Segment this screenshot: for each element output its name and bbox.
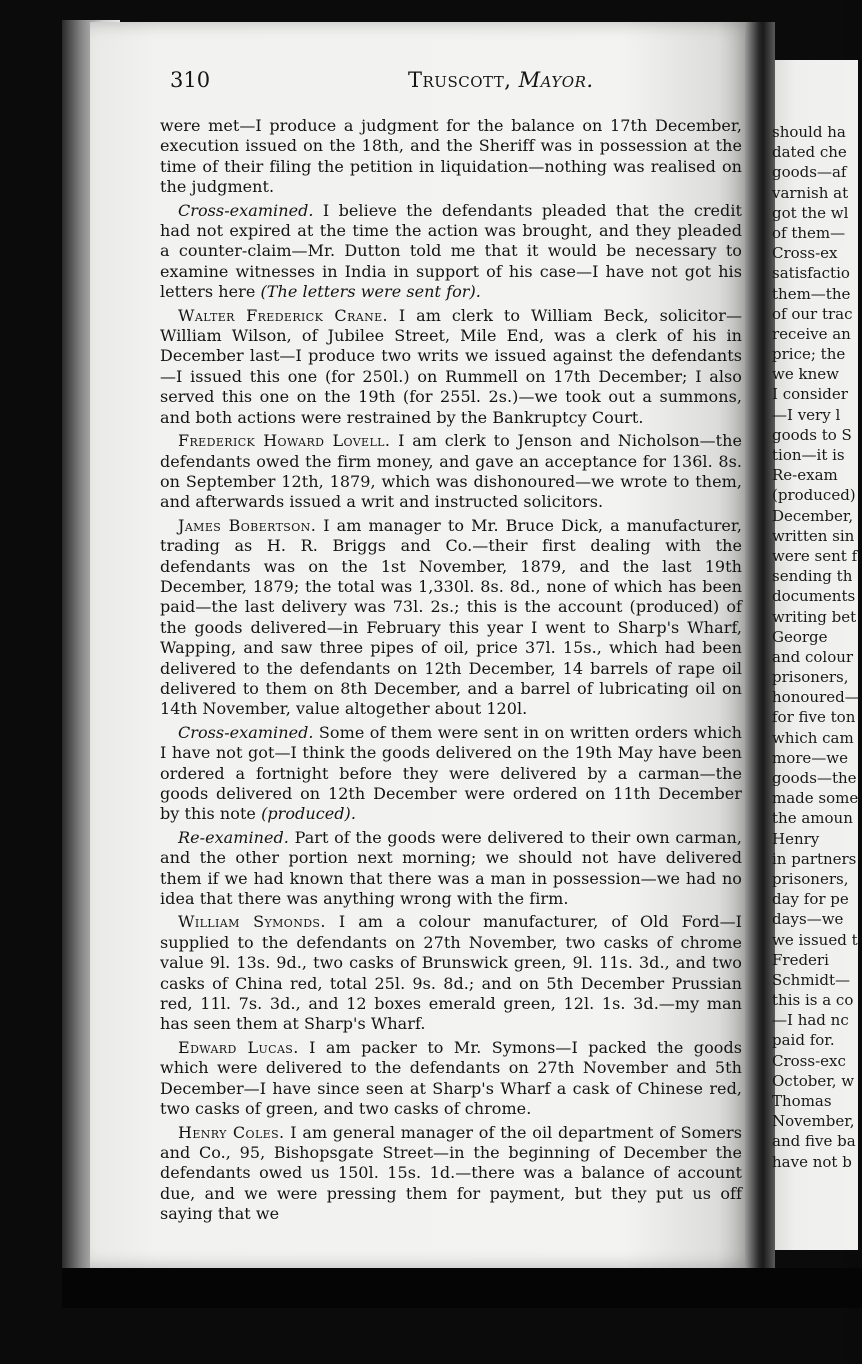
- paragraph: [160, 1038, 742, 1120]
- paragraph-text: I am manager to Mr. Bruce Dick, a manufacturer, trading as H. R. Briggs and Co.—their first dealing with the defendants was on the 1st November, 1879, and the last 19th December, 1879; the total was 1,330l. 8s. 8d., none of which has been paid—the last delivery was 73l. 2s.; this is the account (produced) of the goods delivered—in February this year I went to Sharp's Wharf, Wapping, and saw three pipes of oil, price 37l. 15s., which had been delivered to the defendants on 12th December, 14 barrels of rape oil delivered to them on 8th December, and a barrel of lubricating oil on 14th November, value altogether about 120l.: [160, 515, 742, 719]
- facing-page-line: George: [772, 627, 828, 646]
- speaker-name: Frederick Howard Lovell.: [178, 431, 391, 451]
- facing-page-line: price; the: [772, 345, 846, 364]
- parenthetical-note: (The letters were sent for).: [260, 282, 481, 302]
- facing-page-line: receive an: [772, 324, 851, 343]
- facing-page-line: should ha: [772, 123, 846, 141]
- facing-page-line: varnish at: [772, 183, 849, 202]
- paragraph-text: Part of the goods were delivered to their own carman, and the other portion next morning; we should not have delivered them if we had known that there was a man in possession—we had no idea that there was anything wrong with the firm.: [160, 827, 742, 909]
- paragraph-text: I am clerk to Jenson and Nicholson—the defendants owed the firm money, and gave an acceptance for 136l. 8s. on September 12th, 1879, which was dishonoured—we wrote to them, and afterwards issued a writ and instructed solicitors.: [160, 431, 742, 512]
- facing-page-text: [772, 122, 860, 1172]
- facing-page-line: have not b: [772, 1152, 852, 1171]
- facing-page-line: December,: [772, 506, 854, 525]
- paragraph-text: I am general manager of the oil department of Somers and Co., 95, Bishopsgate Street—in the beginning of December the defendants owed us 150l. 15s. 1d.—there was a balance of account due, and we were pressing them for payment, but they put us off saying that we: [160, 1122, 743, 1224]
- paragraph-text: Some of them were sent in on written orders which I have not got—I think the goods delivered on the 19th May have been ordered a fortnight before they were delivered by a carman—the goods delivered on 12th December were ordered on 11th December by this note: [160, 722, 742, 824]
- paragraph-text: were met—I produce a judgment for the balance on 17th December, execution issued on the 18th, and the Sheriff was in possession at the time of their filing the petition in liquidation—nothing was realised on the judgment.: [160, 116, 742, 197]
- facing-page-line: Frederi: [772, 950, 829, 969]
- facing-page-line: dated che: [772, 143, 847, 162]
- speaker-name: Edward Lucas.: [178, 1037, 299, 1057]
- facing-page-line: —I had nc: [772, 1011, 849, 1030]
- facing-page-line: tion—it is: [772, 446, 845, 464]
- facing-page-line: I consider: [772, 385, 848, 404]
- facing-page-line: writing bet: [772, 607, 857, 626]
- facing-page-line: which cam: [772, 728, 854, 747]
- paragraph: [160, 828, 742, 910]
- facing-page-line: —I very l: [772, 405, 841, 424]
- page-header: [170, 68, 745, 100]
- parenthetical-note: (produced).: [261, 804, 356, 824]
- paragraph-text: I am clerk to William Beck, solicitor—William Wilson, of Jubilee Street, Mile End, was a clerk of his in December last—I produce two writs we issued against the defendants—I issued this one (for 250l.) on Rummell on 17th December; I also served this one on the 19th (for 255l. 2s.)—we took out a summons, and both actions were restrained by the Bankruptcy Court.: [160, 305, 742, 427]
- facing-page-line: sending th: [772, 567, 853, 586]
- page-number: 310: [170, 68, 211, 92]
- paragraph: [160, 1123, 742, 1225]
- facing-page-line: for five ton: [772, 708, 856, 727]
- examination-label: Re-examined.: [178, 827, 289, 847]
- paragraph-text: I am a colour manufacturer, of Old Ford—I supplied to the defendants on 27th November, two casks of chrome value 9l. 13s. 9d., two casks of Brunswick green, 9l. 11s. 3d., and two casks of China red, total 25l. 9s. 8d.; and on 5th December Prussian red, 11l. 7s. 3d., and 12 boxes emerald green, 12l. 1s. 3d.—my man has seen them at Sharp's Wharf.: [160, 912, 742, 1034]
- facing-page-line: in partners: [772, 849, 857, 868]
- facing-page-line: documents: [772, 587, 856, 606]
- facing-page-line: more—we: [772, 748, 849, 767]
- body-text: [160, 116, 742, 1228]
- examination-label: Cross-examined.: [178, 722, 314, 742]
- paragraph: [160, 431, 742, 513]
- facing-page-line: made some: [772, 789, 859, 808]
- facing-page-line: Cross-exc: [772, 1051, 846, 1070]
- speaker-name: James Bobertson.: [178, 515, 317, 535]
- facing-page-line: written sin: [772, 526, 855, 545]
- facing-page-line: of them—: [772, 223, 846, 242]
- facing-page-line: goods to S: [772, 425, 852, 444]
- facing-page-line: Schmidt—: [772, 970, 850, 989]
- facing-page-line: Cross-ex: [772, 244, 838, 263]
- facing-page-line: this is a co: [772, 991, 854, 1010]
- facing-page-line: we knew: [772, 365, 839, 384]
- facing-page-line: (produced): [772, 486, 856, 505]
- facing-page-line: day for pe: [772, 890, 849, 909]
- facing-page-line: we issued t: [772, 930, 858, 949]
- facing-page-line: goods—the: [772, 769, 857, 787]
- facing-page-line: paid for.: [772, 1031, 835, 1050]
- facing-page-line: satisfactio: [772, 264, 850, 283]
- facing-page-line: October, w: [772, 1071, 855, 1090]
- facing-page-line: days—we: [772, 910, 844, 929]
- paragraph: [160, 516, 742, 720]
- facing-page-line: and five ba: [772, 1132, 856, 1151]
- paragraph: [160, 723, 742, 825]
- paragraph-text: I am packer to Mr. Symons—I packed the goods which were delivered to the defendants on 27th November and 5th December—I have since seen at Sharp's Wharf a cask of Chinese red, two casks of green, and two casks of chrome.: [160, 1037, 743, 1119]
- paragraph: [160, 912, 742, 1034]
- facing-page-line: got the wl: [772, 203, 849, 222]
- facing-page-line: them—the: [772, 284, 851, 303]
- facing-page-line: the amoun: [772, 809, 853, 828]
- facing-page-line: Henry: [772, 829, 820, 848]
- facing-page-line: prisoners,: [772, 869, 849, 888]
- running-head: Truscott, Mayor.: [408, 68, 594, 92]
- paragraph-text: I believe the defendants pleaded that the credit had not expired at the time the action was brought, and they pleaded a counter-claim—Mr. Dutton told me that it would be necessary to examine witnesses in India in support of his case—I have not got his letters here: [160, 200, 742, 302]
- facing-page-line: Re-exam: [772, 466, 838, 485]
- speaker-name: Walter Frederick Crane.: [178, 305, 389, 325]
- speaker-name: William Symonds.: [178, 912, 326, 932]
- facing-page-line: Thomas: [772, 1092, 832, 1110]
- facing-page-line: and colour: [772, 647, 854, 666]
- facing-page-line: prisoners,: [772, 668, 849, 687]
- paragraph: [160, 201, 742, 303]
- facing-page-line: goods—af: [772, 163, 847, 182]
- speaker-name: Henry Coles.: [178, 1122, 285, 1142]
- facing-page-line: of our trac: [772, 304, 853, 323]
- paragraph: [160, 116, 742, 198]
- paragraph: [160, 306, 742, 428]
- facing-page-line: were sent f: [772, 546, 858, 565]
- facing-page-line: honoured—: [772, 688, 860, 707]
- examination-label: Cross-examined.: [178, 200, 314, 220]
- facing-page-line: November,: [772, 1112, 855, 1131]
- book-gutter: [745, 22, 775, 1272]
- scan-border-bottom: [62, 1268, 862, 1308]
